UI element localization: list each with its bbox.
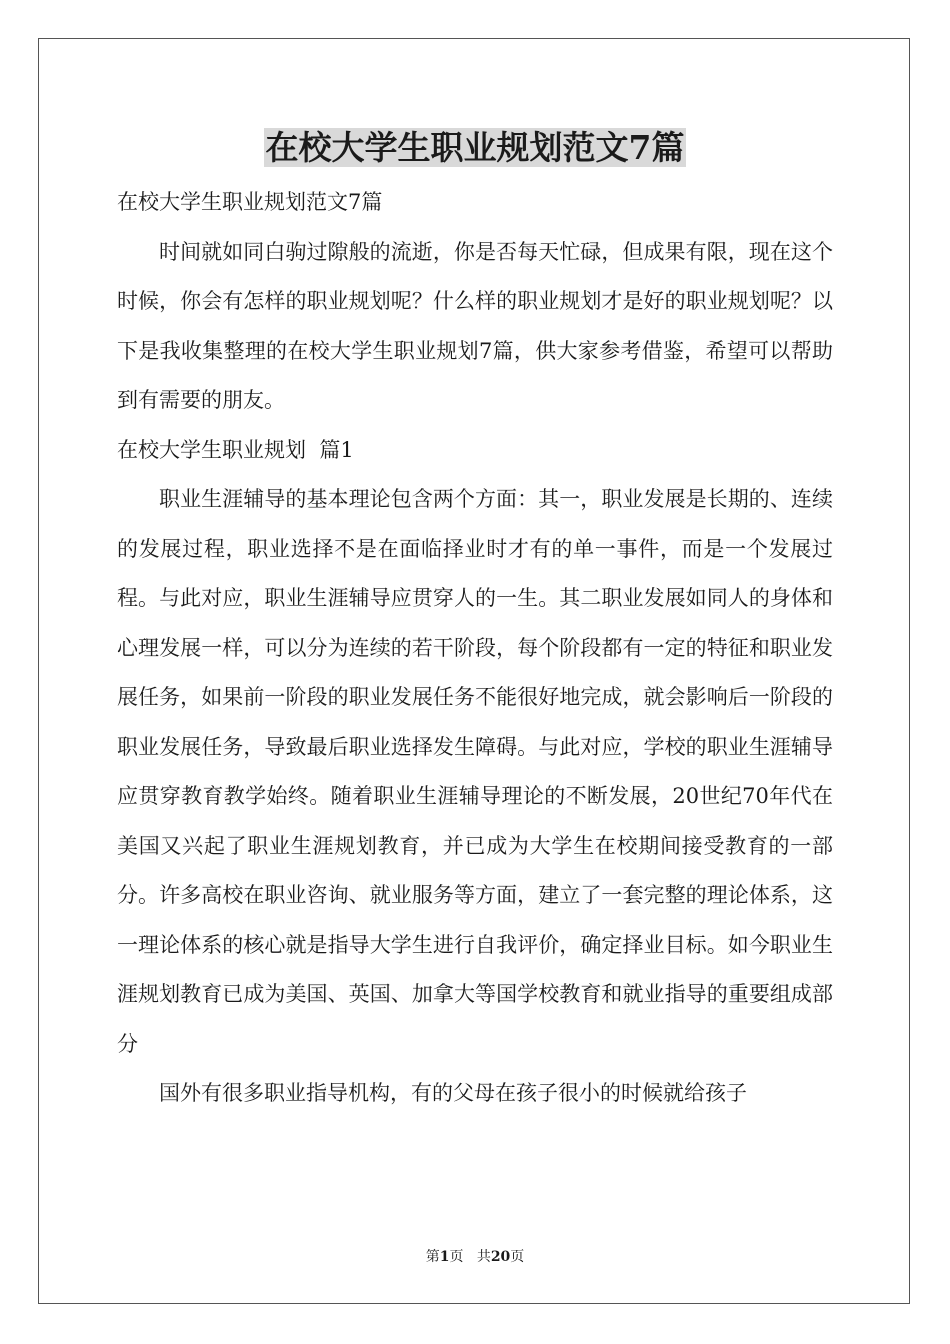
- body-paragraph-1: 职业生涯辅导的基本理论包含两个方面：其一，职业发展是长期的、连续的发展过程，职业选择不是在面临择业时才有的单一事件，而是一个发展过程。与此对应，职业生涯辅导应贯穿人的一生。其二职业发展如同人的身体和心理发展一样，可以分为连续的若干阶段，每个阶段都有一定的特征和职业发展任务，如果前一阶段的职业发展任务不能很好地完成，就会影响后一阶段的职业发展任务，导致最后职业选择发生障碍。与此对应，学校的职业生涯辅导应贯穿教育教学始终。随着职业生涯辅导理论的不断发展，20世纪70年代在美国又兴起了职业生涯规划教育，并已成为大学生在校期间接受教育的一部分。许多高校在职业咨询、就业服务等方面，建立了一套完整的理论体系，这一理论体系的核心就是指导大学生进行自我评价，确定择业目标。如今职业生涯规划教育已成为美国、英国、加拿大等国学校教育和就业指导的重要组成部分: [117, 487, 833, 1056]
- footer-current-page: 1: [439, 1249, 450, 1265]
- page-footer: [0, 1247, 950, 1267]
- document-body: [117, 178, 833, 1119]
- document-title-text: 在校大学生职业规划范文7篇: [265, 128, 685, 167]
- document-title: [0, 126, 950, 170]
- document-subtitle: 在校大学生职业规划范文7篇: [117, 190, 383, 214]
- section-heading: 在校大学生职业规划 篇1: [117, 437, 354, 462]
- body-paragraph-2: 国外有很多职业指导机构，有的父母在孩子很小的时候就给孩子: [159, 1081, 747, 1105]
- footer-prefix: 第: [425, 1249, 440, 1265]
- footer-page-suffix: 页: [449, 1249, 464, 1265]
- intro-paragraph: 时间就如同白驹过隙般的流逝，你是否每天忙碌，但成果有限，现在这个时候，你会有怎样的职业规划呢？什么样的职业规划才是好的职业规划呢？以下是我收集整理的在校大学生职业规划7篇，供大家参考借鉴，希望可以帮助到有需要的朋友。: [117, 239, 833, 412]
- footer-total-suffix: 页: [510, 1249, 525, 1265]
- footer-total-prefix: 共: [476, 1249, 491, 1265]
- footer-total-pages: 20: [490, 1249, 511, 1265]
